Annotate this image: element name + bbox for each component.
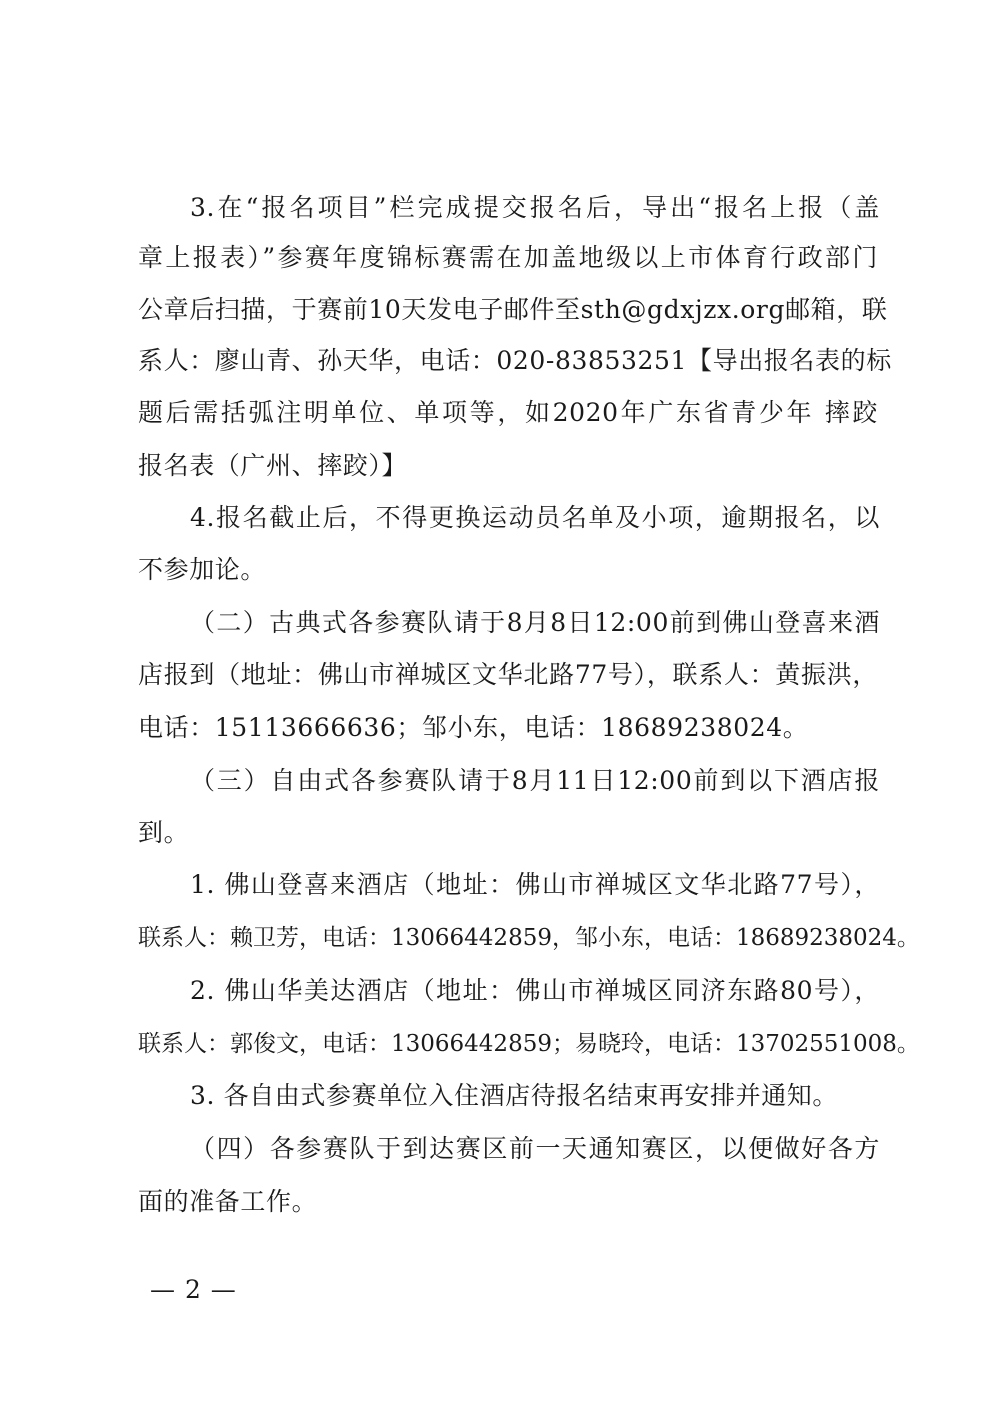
paragraph-line: 联系人：赖卫芳，电话：13066442859，邹小东，电话：18689238024。 — [138, 925, 920, 951]
paragraph-line: 不参加论。 — [138, 555, 267, 584]
paragraph-line: 到。 — [138, 818, 190, 847]
paragraph-line: 公章后扫描，于赛前10天发电子邮件至sth@gdxjzx.org邮箱，联 — [138, 295, 888, 324]
paragraph-line: 2. 佛山华美达酒店（地址：佛山市禅城区同济东路80号）， — [190, 976, 880, 1005]
paragraph-line: （四）各参赛队于到达赛区前一天通知赛区，以便做好各方 — [190, 1134, 880, 1163]
paragraph-line: 报名表（广州、摔跤）】 — [138, 451, 408, 480]
paragraph-line: （三）自由式各参赛队请于8月11日12:00前到以下酒店报 — [190, 766, 880, 795]
paragraph-line: 章上报表）”参赛年度锦标赛需在加盖地级以上市体育行政部门 — [138, 243, 878, 272]
paragraph-line: 电话：15113666636；邹小东，电话：18689238024。 — [138, 713, 809, 742]
paragraph-line: 1. 佛山登喜来酒店（地址：佛山市禅城区文华北路77号）， — [190, 870, 880, 899]
paragraph-line: 3. 各自由式参赛单位入住酒店待报名结束再安排并通知。 — [190, 1081, 839, 1110]
paragraph-line: 3.在“报名项目”栏完成提交报名后，导出“报名上报（盖 — [190, 193, 880, 222]
paragraph-line: 联系人：郭俊文，电话：13066442859；易晓玲，电话：13702551008。 — [138, 1031, 920, 1057]
paragraph-line: 面的准备工作。 — [138, 1187, 318, 1216]
page-number: — 2 — — [150, 1275, 237, 1304]
paragraph-line: 题后需括弧注明单位、单项等，如2020年广东省青少年 摔跤 — [138, 398, 878, 427]
paragraph-line: （二）古典式各参赛队请于8月8日12:00前到佛山登喜来酒 — [190, 608, 880, 637]
paragraph-line: 系人：廖山青、孙天华，电话：020-83853251【导出报名表的标 — [138, 346, 892, 375]
paragraph-line: 4.报名截止后，不得更换运动员名单及小项，逾期报名，以 — [190, 503, 880, 532]
paragraph-line: 店报到（地址：佛山市禅城区文华北路77号），联系人：黄振洪， — [138, 660, 878, 689]
